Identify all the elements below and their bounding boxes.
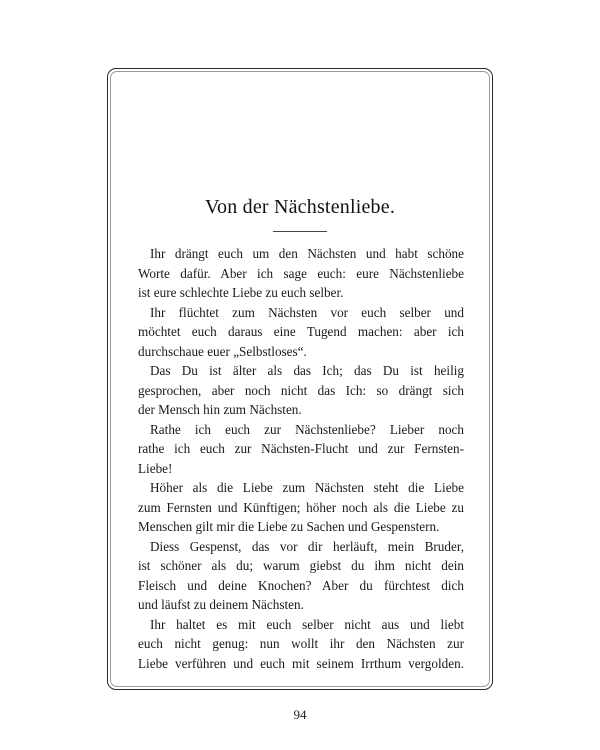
text-line: der Mensch hin zum Nächsten. [138,402,302,417]
text-line: Fleisch und deine Knochen? Aber du fürchtest dich [138,577,464,593]
text-line: möchtet euch daraus eine Tugend machen: aber ich [138,324,464,339]
text-line: durchschaue euer „Selbstloses“. [138,343,307,359]
text-line: Diess Gespenst, das vor dir herläuft, mein Bruder, [150,538,464,554]
text-line: gesprochen, aber noch nicht das Ich: so drängt sich [138,382,464,398]
text-line: euch nicht genug: nun wollt ihr den Nächsten zur [138,636,464,651]
text-line: Ihr flüchtet zum Nächsten vor euch selber und [150,304,464,320]
text-line: Worte dafür. Aber ich sage euch: eure Nächstenliebe [138,265,464,281]
text-line: Menschen gilt mir die Liebe zu Sachen und Gespenstern. [138,519,440,534]
text-line: Liebe! [138,460,173,476]
page-number: 94 [293,707,307,722]
text-line: ist schöner als du; warum giebst du ihm nicht dein [138,558,464,573]
chapter-title: Von der Nächstenliebe. [204,196,396,218]
text-line: Höher als die Liebe zum Nächsten steht die Liebe [150,480,464,495]
text-line: ist eure schlechte Liebe zu euch selber. [138,285,344,300]
text-line: zum Fernsten und Künftigen; höher noch als die Liebe zu [138,499,464,515]
text-line: rathe ich euch zur Nächsten-Flucht und zur Fernsten- [138,441,464,456]
text-line: Rathe ich euch zur Nächstenliebe? Lieber noch [150,421,464,437]
body-text [138,244,464,673]
text-line: und läufst zu deinem Nächsten. [138,597,304,612]
text-line: Das Du ist älter als das Ich; das Du ist heilig [150,363,464,378]
text-line: Liebe verführen und euch mit seinem Irrthum vergolden. [138,655,464,671]
text-line: Ihr drängt euch um den Nächsten und habt schöne [150,246,464,261]
title-divider [273,231,327,232]
text-line: Ihr haltet es mit euch selber nicht aus und liebt [150,616,464,632]
